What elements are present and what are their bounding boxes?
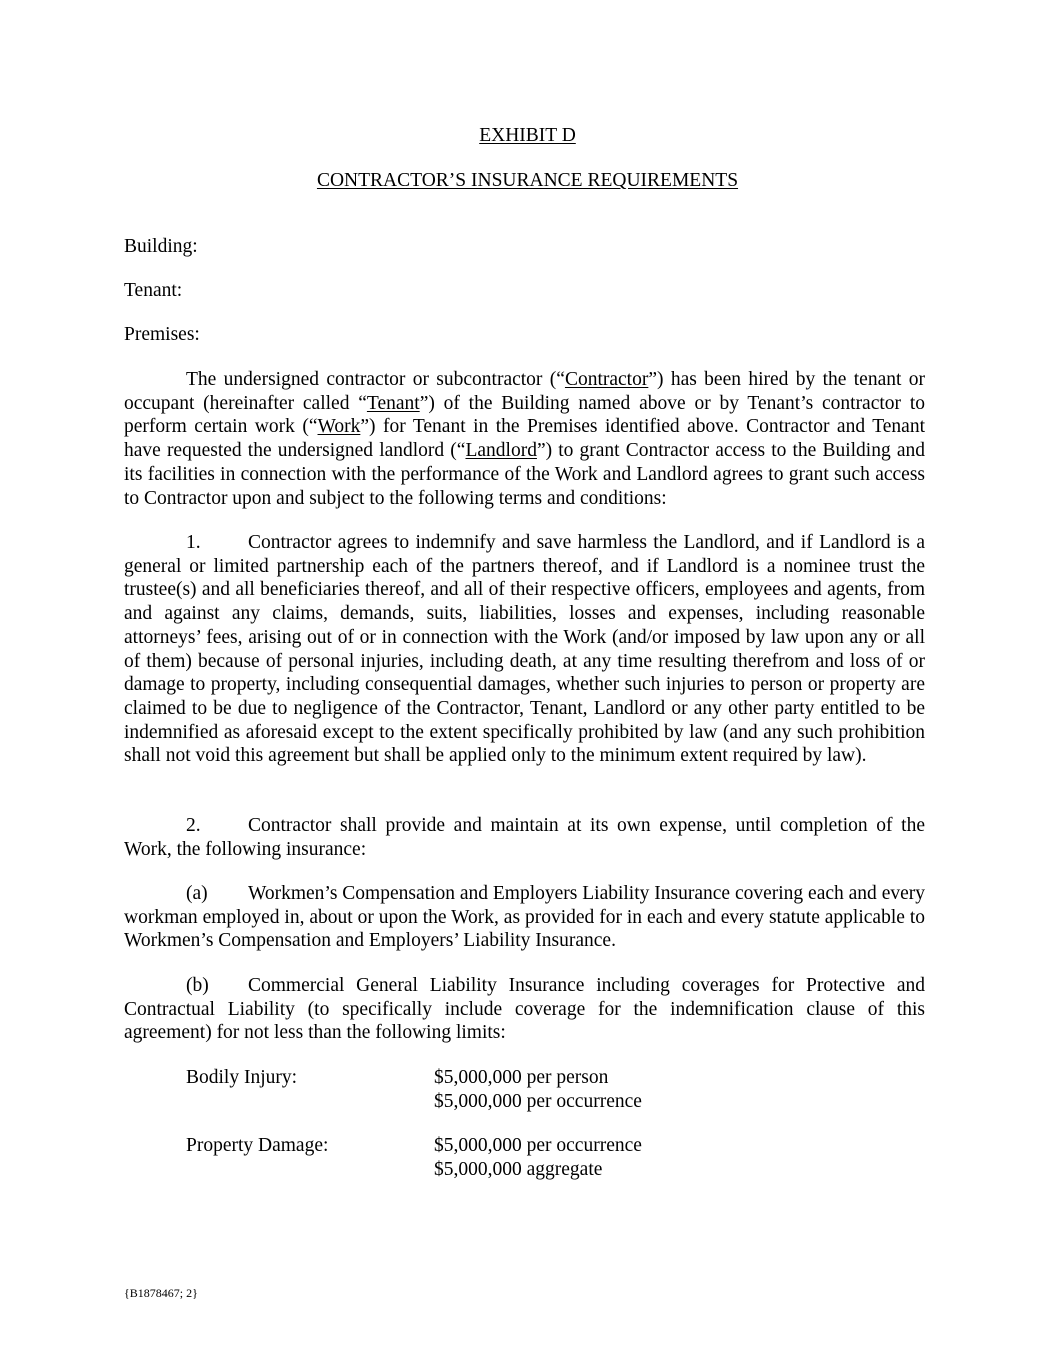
defined-term-landlord: Landlord [465,440,537,462]
section-number: 2. [186,815,201,836]
section-2-paragraph: 2. Contractor shall provide and maintain at its own expense, until completion of the Work, the following insurance: [124,815,925,860]
section-number: (a) [186,883,208,904]
tenant-field: Tenant: [124,280,183,301]
limit-value: $5,000,000 per person [434,1067,609,1088]
limit-value: $5,000,000 per occurrence [434,1135,642,1156]
document-footer-id: {B1878467; 2} [124,1286,198,1300]
section-1-paragraph: 1. Contractor agrees to indemnify and save harmless the Landlord, and if Landlord is a general or limited partnership each of the partners thereof, and if Landlord is a nominee trust the trustee(s) and all beneficiaries thereof, and all of their respective officers, employees and agents, from and against any claims, demands, suits, liabilities, losses and expenses, including reasonable attorneys’ fees, arising out of or in connection with the Work (and/or imposed by law upon any or all of them) because of personal injuries, including death, at any time resulting therefrom and loss of or damage to property, including consequential damages, whether such injuries to person or property are claimed to be due to negligence of the Contractor, Tenant, Landlord or any other party entitled to be indemnified as aforesaid except to the extent specifically prohibited by law (and any such prohibition shall not void this agreement but shall be applied only to the minimum extent required by law). [124,532,925,767]
defined-term-work: Work [317,416,361,438]
limit-value: $5,000,000 per occurrence [434,1091,642,1112]
defined-term-tenant: Tenant [366,392,420,414]
premises-field: Premises: [124,324,200,345]
limit-label-property-damage: Property Damage: [186,1135,329,1156]
exhibit-heading: EXHIBIT D [479,125,576,146]
document-title: CONTRACTOR’S INSURANCE REQUIREMENTS [316,170,739,191]
intro-paragraph: The undersigned contractor or subcontractor (“Contractor”) has been hired by the tenant or occupant (hereinafter called “Tenant”) of the Building named above or by Tenant’s contractor to perform certain work (“Work”) for Tenant in the Premises identified above. Contractor and Tenant have requested the undersigned landlord (“Landlord”) to grant Contractor access to the Building and its facilities in connection with the performance of the Work and Landlord agrees to grant such access to Contractor upon and subject to the following terms and conditions: [124,369,926,509]
section-a-paragraph: (a) Workmen’s Compensation and Employers Liability Insurance covering each and every workman employed in, about or upon the Work, as provided for in each and every statute applicable to Workmen’s Compensation and Employers’ Liability Insurance. [124,883,925,952]
section-number: (b) [186,975,209,996]
section-b-paragraph: (b) Commercial General Liability Insurance including coverages for Protective and Contractual Liability (to specifically include coverage for the indemnification clause of this agreement) for not less than the following limits: [124,975,925,1044]
building-field: Building: [124,236,198,257]
limit-value: $5,000,000 aggregate [434,1159,603,1180]
section-number: 1. [186,532,201,553]
defined-term-contractor: Contractor [564,369,649,390]
limit-label-bodily-injury: Bodily Injury: [186,1067,298,1088]
